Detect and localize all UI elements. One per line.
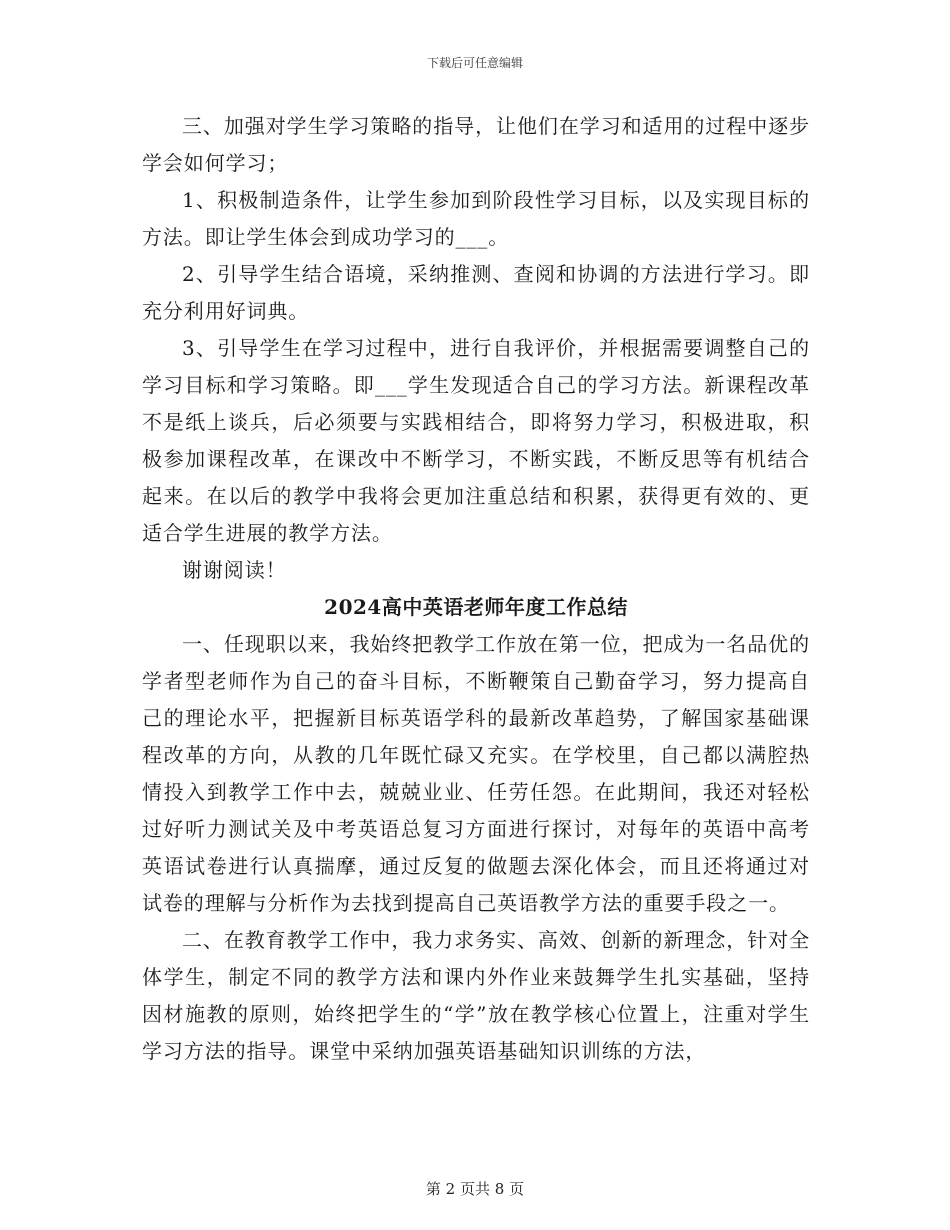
document-body <box>142 108 810 1070</box>
paragraph-item-3: 3、引导学生在学习过程中，进行自我评价，并根据需要调整自己的学习目标和学习策略。即___学生发现适合自己的学习方法。新课程改革不是纸上谈兵，后必须要与实践相结合，即将努力学习，积极进取，积极参加课程改革，在课改中不断学习，不断实践，不断反思等有机结合起来。在以后的教学中我将会更加注重总结和积累，获得更有效的、更适合学生进展的教学方法。 <box>142 336 810 545</box>
page-header: 下载后可任意编辑 <box>426 56 523 70</box>
document-title: 2024高中英语老师年度工作总结 <box>324 595 628 619</box>
paragraph-item-2: 2、引导学生结合语境，采纳推测、查阅和协调的方法进行学习。即充分利用好词典。 <box>142 262 810 323</box>
paragraph-strategy-guidance: 三、加强对学生学习策略的指导，让他们在学习和适用的过程中逐步学会如何学习； <box>142 114 810 175</box>
paragraph-thanks: 谢谢阅读！ <box>182 558 287 582</box>
page-footer: 第 2 页共 8 页 <box>425 1180 525 1198</box>
paragraph-section-1: 一、任现职以来，我始终把教学工作放在第一位，把成为一名品优的学者型老师作为自己的奋斗目标，不断鞭策自己勤奋学习，努力提高自己的理论水平，把握新目标英语学科的最新改革趋势，了解国家基础课程改革的方向，从教的几年既忙碌又充实。在学校里，自己都以满腔热情投入到教学工作中去，兢兢业业、任劳任怨。在此期间，我还对轻松过好听力测试关及中考英语总复习方面进行探讨，对每年的英语中高考英语试卷进行认真揣摩，通过反复的做题去深化体会，而且还将通过对试卷的理解与分析作为去找到提高自己英语教学方法的重要手段之一。 <box>142 632 810 915</box>
paragraph-section-2: 二、在教育教学工作中，我力求务实、高效、创新的新理念，针对全体学生，制定不同的教学方法和课内外作业来鼓舞学生扎实基础，坚持因材施教的原则，始终把学生的“学”放在教学核心位置上，注重对学生学习方法的指导。课堂中采纳加强英语基础知识训练的方法， <box>142 928 810 1063</box>
paragraph-item-1: 1、积极制造条件，让学生参加到阶段性学习目标，以及实现目标的方法。即让学生体会到成功学习的___。 <box>142 188 810 249</box>
